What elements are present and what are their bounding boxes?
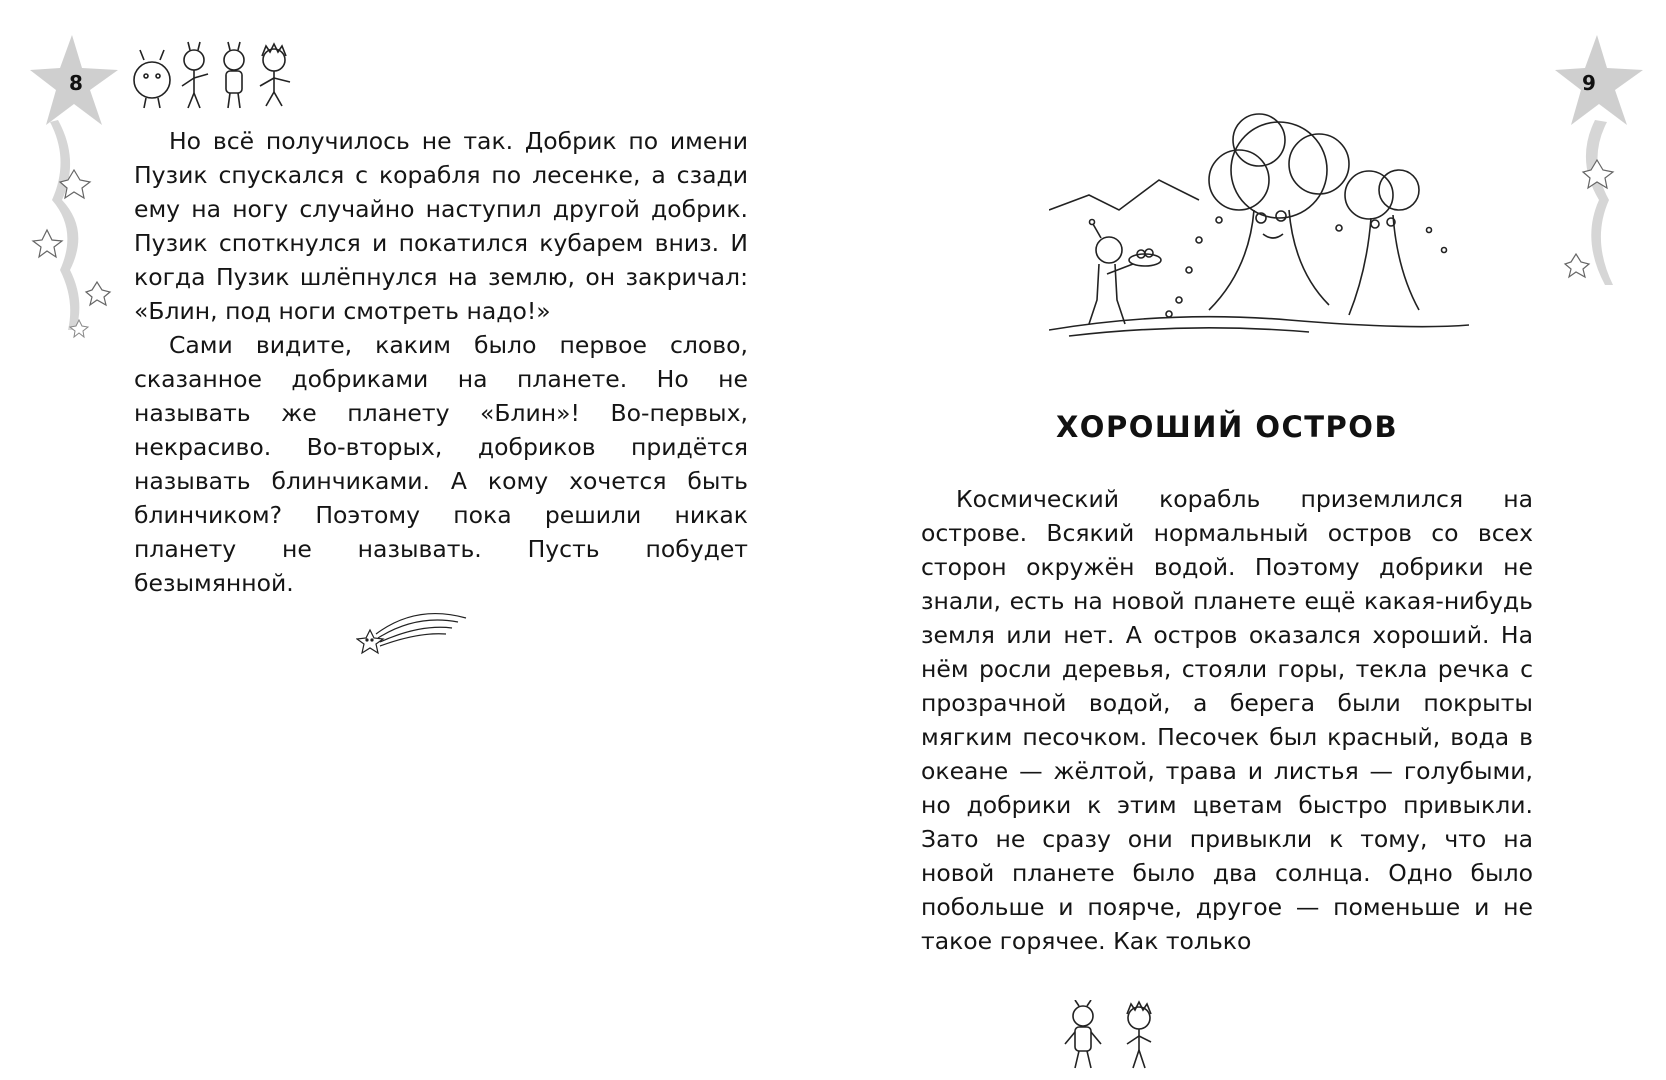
body-text [921,482,1533,958]
paragraph: Сами видите, каким было первое слово, сказанное добриками на планете. Но не называть же планету «Блин»! Во-первых, некрасиво. Во-вторых, добриков придётся называть блинчиками. А кому хочется быть блинчиком? Поэтому пока решили никак планету не называть. Пусть побудет безымянной. [134,331,748,597]
page-number: 8 [69,71,83,95]
chapter-title: ХОРОШИЙ ОСТРОВ [1055,410,1399,444]
shooting-star-icon [356,600,476,670]
right-page [833,0,1666,1080]
page-number: 9 [1582,71,1596,95]
characters-illustration [1053,1000,1183,1070]
body-text [134,124,748,600]
paragraph: Космический корабль приземлился на острове. Всякий нормальный остров со всех сторон окружён водой. Поэтому добрики не знали, есть на новой планете ещё какая-нибудь земля или нет. А остров оказался хороший. На нём росли деревья, стояли горы, текла речка с прозрачной водой, а берега были покрыты мягким песочком. Песочек был красный, вода в океане — жёлтой, трава и листья — голубыми, но добрики к этим цветам быстро привыкли. Зато не сразу они привыкли к тому, что на новой планете было два солнца. Одно было побольше и поярче, другое — поменьше и не такое горячее. Как только [921,485,1533,955]
star-ribbon-decoration [1545,30,1655,290]
island-trees-illustration [1049,100,1469,370]
characters-illustration [132,38,312,110]
paragraph: Но всё получилось не так. Добрик по имени Пузик спускался с корабля по лесенке, а сзади ему на ногу случайно наступил другой добрик. Пузик споткнулся и покатился кубарем вниз. И когда Пузик шлёпнулся на землю, он закричал: «Блин, под ноги смотреть надо!» [134,127,748,325]
